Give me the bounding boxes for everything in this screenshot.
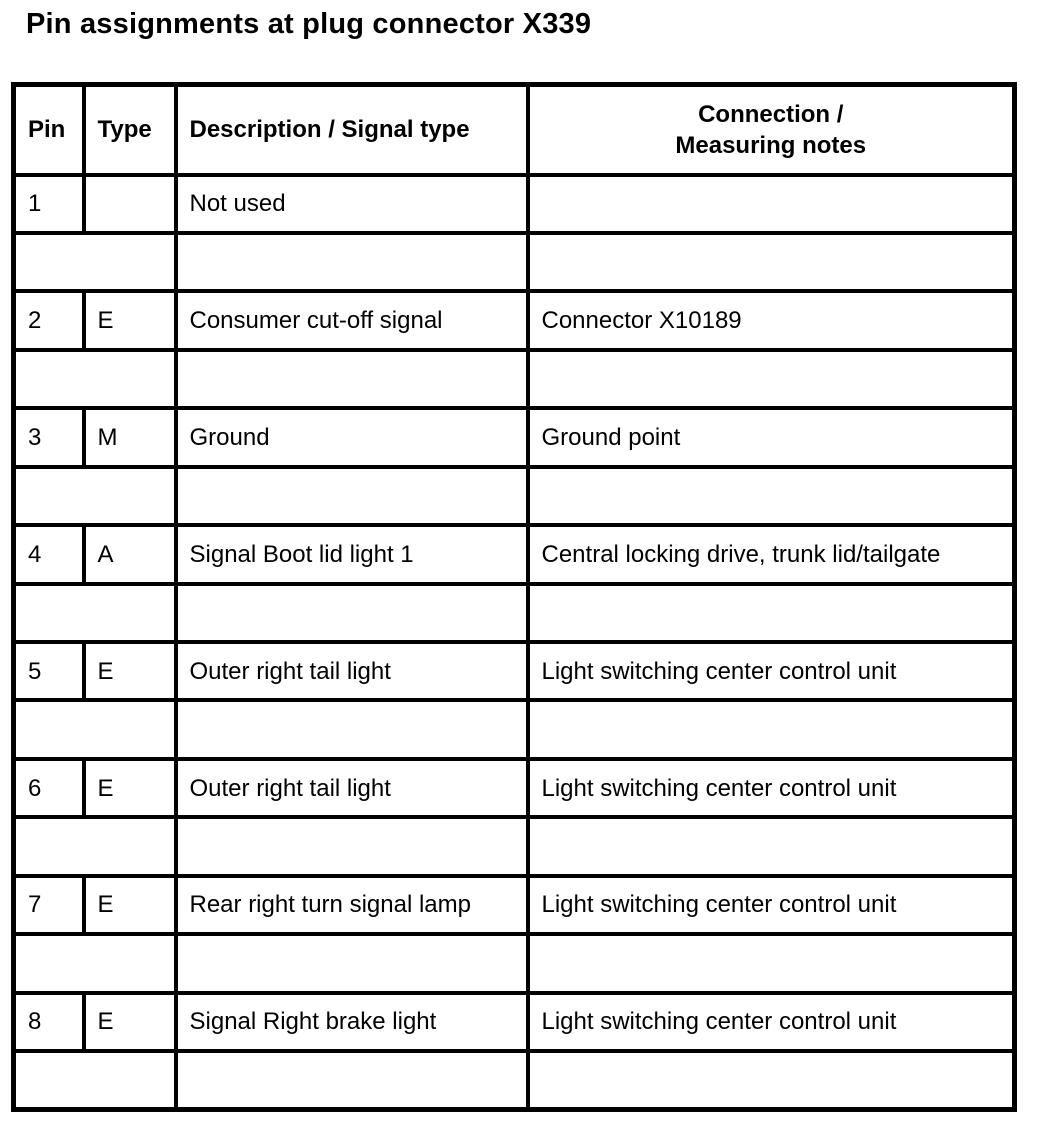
cell-pin: 1: [14, 175, 84, 233]
table-spacer-row: [14, 350, 1015, 408]
spacer-cell: [14, 934, 176, 992]
cell-pin: 6: [14, 759, 84, 817]
spacer-cell: [176, 1051, 528, 1109]
header-description: Description / Signal type: [176, 85, 528, 175]
pin-assignment-table: [11, 82, 1017, 1112]
cell-description: Not used: [176, 175, 528, 233]
table-spacer-row: [14, 817, 1015, 875]
spacer-cell: [14, 233, 176, 291]
spacer-cell: [176, 233, 528, 291]
spacer-cell: [14, 350, 176, 408]
cell-connection: Connector X10189: [528, 291, 1015, 349]
cell-pin: 5: [14, 642, 84, 700]
header-connection: [528, 85, 1015, 175]
spacer-cell: [176, 700, 528, 758]
table-row: [14, 291, 1015, 349]
cell-connection: Ground point: [528, 408, 1015, 466]
spacer-cell: [528, 350, 1015, 408]
cell-pin: 3: [14, 408, 84, 466]
table-spacer-row: [14, 934, 1015, 992]
cell-connection: Light switching center control unit: [528, 642, 1015, 700]
cell-connection: Light switching center control unit: [528, 993, 1015, 1051]
table-row: [14, 642, 1015, 700]
spacer-cell: [14, 584, 176, 642]
cell-type: E: [84, 642, 176, 700]
table-row: [14, 175, 1015, 233]
table-spacer-row: [14, 584, 1015, 642]
cell-description: Outer right tail light: [176, 759, 528, 817]
spacer-cell: [176, 467, 528, 525]
spacer-cell: [176, 817, 528, 875]
cell-type: M: [84, 408, 176, 466]
table-row: [14, 525, 1015, 583]
cell-description: Rear right turn signal lamp: [176, 876, 528, 934]
spacer-cell: [528, 817, 1015, 875]
cell-pin: 2: [14, 291, 84, 349]
cell-description: Signal Right brake light: [176, 993, 528, 1051]
table-spacer-row: [14, 467, 1015, 525]
spacer-cell: [528, 934, 1015, 992]
spacer-cell: [14, 817, 176, 875]
page-title: Pin assignments at plug connector X339: [26, 8, 592, 40]
spacer-cell: [176, 934, 528, 992]
spacer-cell: [176, 584, 528, 642]
table-row: [14, 759, 1015, 817]
spacer-cell: [14, 467, 176, 525]
cell-description: Outer right tail light: [176, 642, 528, 700]
cell-pin: 8: [14, 993, 84, 1051]
cell-pin: 4: [14, 525, 84, 583]
cell-connection: Light switching center control unit: [528, 759, 1015, 817]
cell-type: E: [84, 876, 176, 934]
cell-description: Ground: [176, 408, 528, 466]
spacer-cell: [176, 350, 528, 408]
cell-connection: Central locking drive, trunk lid/tailgate: [528, 525, 1015, 583]
spacer-cell: [528, 233, 1015, 291]
table-spacer-row: [14, 233, 1015, 291]
cell-type: A: [84, 525, 176, 583]
cell-type: E: [84, 993, 176, 1051]
table-spacer-row: [14, 1051, 1015, 1109]
table-body: [14, 175, 1015, 1110]
header-type: Type: [84, 85, 176, 175]
spacer-cell: [14, 1051, 176, 1109]
cell-connection: Light switching center control unit: [528, 876, 1015, 934]
spacer-cell: [528, 467, 1015, 525]
cell-pin: 7: [14, 876, 84, 934]
table-row: [14, 993, 1015, 1051]
table-header-row: [14, 85, 1015, 175]
table-spacer-row: [14, 700, 1015, 758]
header-pin: Pin: [14, 85, 84, 175]
spacer-cell: [528, 700, 1015, 758]
spacer-cell: [528, 584, 1015, 642]
cell-type: E: [84, 291, 176, 349]
cell-type: [84, 175, 176, 233]
header-connection-line2: Measuring notes: [675, 131, 867, 159]
cell-connection: [528, 175, 1015, 233]
spacer-cell: [528, 1051, 1015, 1109]
cell-type: E: [84, 759, 176, 817]
header-connection-line1: Connection /: [698, 100, 844, 128]
cell-description: Signal Boot lid light 1: [176, 525, 528, 583]
cell-description: Consumer cut-off signal: [176, 291, 528, 349]
table-row: [14, 876, 1015, 934]
table-row: [14, 408, 1015, 466]
spacer-cell: [14, 700, 176, 758]
